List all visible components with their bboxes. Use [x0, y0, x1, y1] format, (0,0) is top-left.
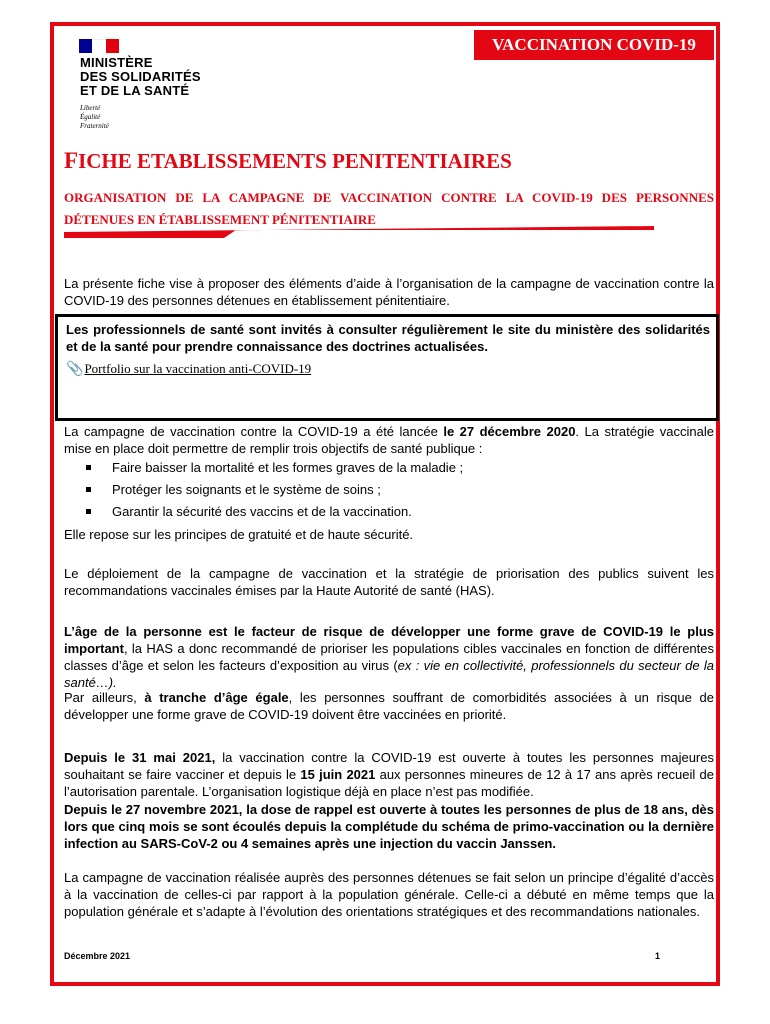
- marianne-flag-logo: [79, 39, 119, 53]
- document-subtitle: ORGANISATION DE LA CAMPAGNE DE VACCINATION CONTRE LA COVID-19 DES PERSONNES DÉTENUES EN ÉTABLISSEMENT PÉNITENTIAIRE: [64, 190, 714, 227]
- list-item: Faire baisser la mortalité et les formes graves de la maladie ;: [86, 459, 463, 481]
- page-border-top: [50, 22, 720, 26]
- dates-paragraph: Depuis le 31 mai 2021, la vaccination contre la COVID-19 est ouverte à toutes les personnes majeures souhaitant se faire vacciner et depuis le 15 juin 2021 aux personnes mineures de 12 à 17 ans après recueil de l’autorisation parentale. L’organisation logistique déjà en place n’est pas modifiée.: [64, 750, 714, 799]
- comorbidity-paragraph: Par ailleurs, à tranche d’âge égale, les personnes souffrant de comorbidités associées à un risque de développer une forme grave de COVID-19 doivent être vaccinées en priorité.: [64, 690, 714, 722]
- republic-motto: Liberté Égalité Fraternité: [80, 104, 109, 130]
- vaccination-banner: VACCINATION COVID-19: [474, 30, 714, 60]
- paperclip-icon: 📎: [66, 362, 84, 377]
- subtitle-underline: [64, 226, 654, 238]
- info-box-text: Les professionnels de santé sont invités à consulter régulièrement le site du ministère des solidarités et de la santé pour prendre connaissance des doctrines actualisées.: [66, 322, 710, 354]
- footer-date: Décembre 2021: [64, 951, 131, 961]
- objectives-list: [86, 459, 463, 525]
- campaign-paragraph: La campagne de vaccination contre la COVID-19 a été lancée le 27 décembre 2020. La stratégie vaccinale mise en place doit permettre de remplir trois objectifs de santé publique :: [64, 424, 714, 456]
- portfolio-link[interactable]: Portfolio sur la vaccination anti-COVID-19: [84, 361, 312, 376]
- list-item: Protéger les soignants et le système de soins ;: [86, 481, 463, 503]
- portfolio-link-row: [66, 361, 710, 378]
- equality-paragraph: La campagne de vaccination réalisée auprès des personnes détenues se fait selon un principe d’égalité d’accès à la vaccination de celles-ci par rapport à la population générale. Celle-ci a débuté en même temps que la population générale et s’adapte à l’évolution des orientations stratégiques et des recommandations nationales.: [64, 870, 714, 919]
- deployment-paragraph: Le déploiement de la campagne de vaccination et la stratégie de priorisation des publics suivent les recommandations vaccinales émises par la Haute Autorité de santé (HAS).: [64, 566, 714, 598]
- principles-paragraph: Elle repose sur les principes de gratuité et de haute sécurité.: [64, 527, 414, 542]
- document-title: FICHE ETABLISSEMENTS PENITENTIAIRES: [64, 148, 512, 173]
- ministry-name: MINISTÈRE DES SOLIDARITÉS ET DE LA SANTÉ: [80, 55, 201, 98]
- age-paragraph: L’âge de la personne est le facteur de risque de développer une forme grave de COVID-19 le plus important, la HAS a donc recommandé de prioriser les populations cibles vaccinales en fonction de différentes classes d’âge et selon les facteurs d’exposition au virus (ex : vie en collectivité, professionnels du secteur de la santé…).: [64, 624, 714, 690]
- page-number: 1: [655, 951, 661, 961]
- booster-paragraph: Depuis le 27 novembre 2021, la dose de rappel est ouverte à toutes les personnes de plus de 18 ans, dès lors que cinq mois se sont écoulés depuis la complétude du schéma de primo-vaccination ou la dernière infection au SARS-CoV-2 ou 4 semaines après une injection du vaccin Janssen.: [64, 802, 714, 851]
- info-box: [55, 314, 719, 421]
- list-item: Garantir la sécurité des vaccins et de la vaccination.: [86, 503, 463, 525]
- intro-paragraph: La présente fiche vise à proposer des éléments d’aide à l’organisation de la campagne de vaccination contre la COVID-19 des personnes détenues en établissement pénitentiaire.: [64, 276, 714, 308]
